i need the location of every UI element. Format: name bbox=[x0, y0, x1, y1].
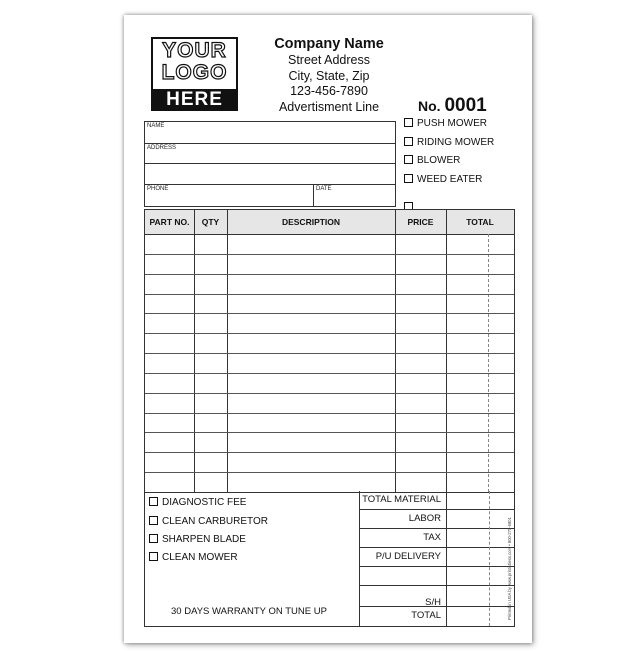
customer-info-box bbox=[144, 121, 396, 207]
pu-delivery-row[interactable]: P/U DELIVERY bbox=[360, 548, 515, 567]
warranty-note: 30 DAYS WARRANTY ON TUNE UP bbox=[171, 606, 327, 617]
col-divider bbox=[227, 210, 228, 492]
checkbox[interactable] bbox=[149, 497, 158, 506]
invoice-prefix: No. bbox=[418, 98, 441, 114]
table-row[interactable] bbox=[145, 353, 514, 354]
table-row[interactable] bbox=[145, 413, 514, 414]
date-label: DATE bbox=[316, 186, 332, 192]
col-divider bbox=[395, 210, 396, 492]
table-row[interactable] bbox=[145, 254, 514, 255]
check-diagnostic-fee[interactable]: DIAGNOSTIC FEE bbox=[149, 497, 246, 508]
table-row[interactable] bbox=[145, 313, 514, 314]
address-field-line-2[interactable] bbox=[145, 164, 395, 185]
checkbox[interactable] bbox=[404, 118, 413, 127]
check-weed-eater[interactable]: WEED EATER bbox=[404, 174, 482, 185]
table-row[interactable] bbox=[145, 452, 514, 453]
invoice-number bbox=[418, 95, 487, 117]
checkbox[interactable] bbox=[149, 516, 158, 525]
address-field[interactable] bbox=[145, 144, 395, 164]
parts-table bbox=[144, 209, 515, 493]
company-logo bbox=[151, 37, 238, 110]
checkbox[interactable] bbox=[149, 534, 158, 543]
header-total: TOTAL bbox=[466, 217, 494, 227]
total-material-row[interactable]: TOTAL MATERIAL bbox=[360, 491, 515, 510]
phone-date-divider bbox=[313, 185, 314, 206]
logo-text-here: HERE bbox=[151, 89, 238, 111]
header-price: PRICE bbox=[407, 217, 434, 227]
company-street: Street Address bbox=[288, 53, 370, 67]
logo-text-your: YOUR bbox=[162, 39, 227, 62]
grand-total-row[interactable]: TOTAL bbox=[411, 610, 441, 621]
side-print-text: Printed in USA by www.printit4less.com • 800-270-6801 bbox=[507, 517, 512, 620]
totals-cents-divider bbox=[489, 491, 490, 626]
table-row[interactable] bbox=[145, 333, 514, 334]
blank-total-row[interactable] bbox=[360, 567, 515, 586]
header-part-no: PART NO. bbox=[149, 217, 190, 227]
tax-row[interactable]: TAX bbox=[360, 529, 515, 548]
header-qty: QTY bbox=[201, 217, 220, 227]
check-sharpen-blade[interactable]: SHARPEN BLADE bbox=[149, 534, 246, 545]
side-print bbox=[504, 455, 514, 625]
service-form-sheet bbox=[124, 15, 532, 643]
parts-table-header bbox=[145, 210, 514, 235]
table-row[interactable] bbox=[145, 472, 514, 473]
company-ad-line: Advertisment Line bbox=[278, 99, 380, 114]
check-riding-mower[interactable]: RIDING MOWER bbox=[404, 137, 494, 148]
table-row[interactable] bbox=[145, 393, 514, 394]
company-city: City, State, Zip bbox=[288, 68, 370, 83]
labor-row[interactable]: LABOR bbox=[360, 510, 515, 529]
company-name: Company Name bbox=[274, 36, 384, 52]
name-field[interactable] bbox=[145, 122, 395, 144]
checkbox[interactable] bbox=[404, 155, 413, 164]
summary-section bbox=[144, 491, 515, 627]
col-divider bbox=[194, 210, 195, 492]
col-divider bbox=[446, 210, 447, 492]
checkbox[interactable] bbox=[149, 552, 158, 561]
check-blower[interactable]: BLOWER bbox=[404, 155, 460, 166]
cents-divider bbox=[488, 234, 489, 492]
address-label: ADDRESS bbox=[147, 145, 177, 151]
table-row[interactable] bbox=[145, 373, 514, 374]
check-push-mower[interactable]: PUSH MOWER bbox=[404, 118, 487, 129]
sh-row[interactable]: S/H bbox=[360, 586, 515, 607]
checkbox[interactable] bbox=[404, 137, 413, 146]
company-phone: 123-456-7890 bbox=[290, 84, 368, 98]
logo-text-logo: LOGO bbox=[161, 61, 228, 84]
totals-divider bbox=[446, 491, 447, 626]
table-row[interactable] bbox=[145, 274, 514, 275]
phone-label: PHONE bbox=[147, 186, 169, 192]
company-info bbox=[254, 36, 404, 115]
totals-block bbox=[359, 491, 515, 626]
check-clean-carburetor[interactable]: CLEAN CARBURETOR bbox=[149, 516, 268, 527]
name-label: NAME bbox=[147, 123, 165, 129]
table-row[interactable] bbox=[145, 294, 514, 295]
checkbox[interactable] bbox=[404, 174, 413, 183]
header-description: DESCRIPTION bbox=[281, 217, 341, 227]
check-clean-mower[interactable]: CLEAN MOWER bbox=[149, 552, 238, 563]
invoice-number-value: 0001 bbox=[444, 95, 487, 116]
table-row[interactable] bbox=[145, 432, 514, 433]
